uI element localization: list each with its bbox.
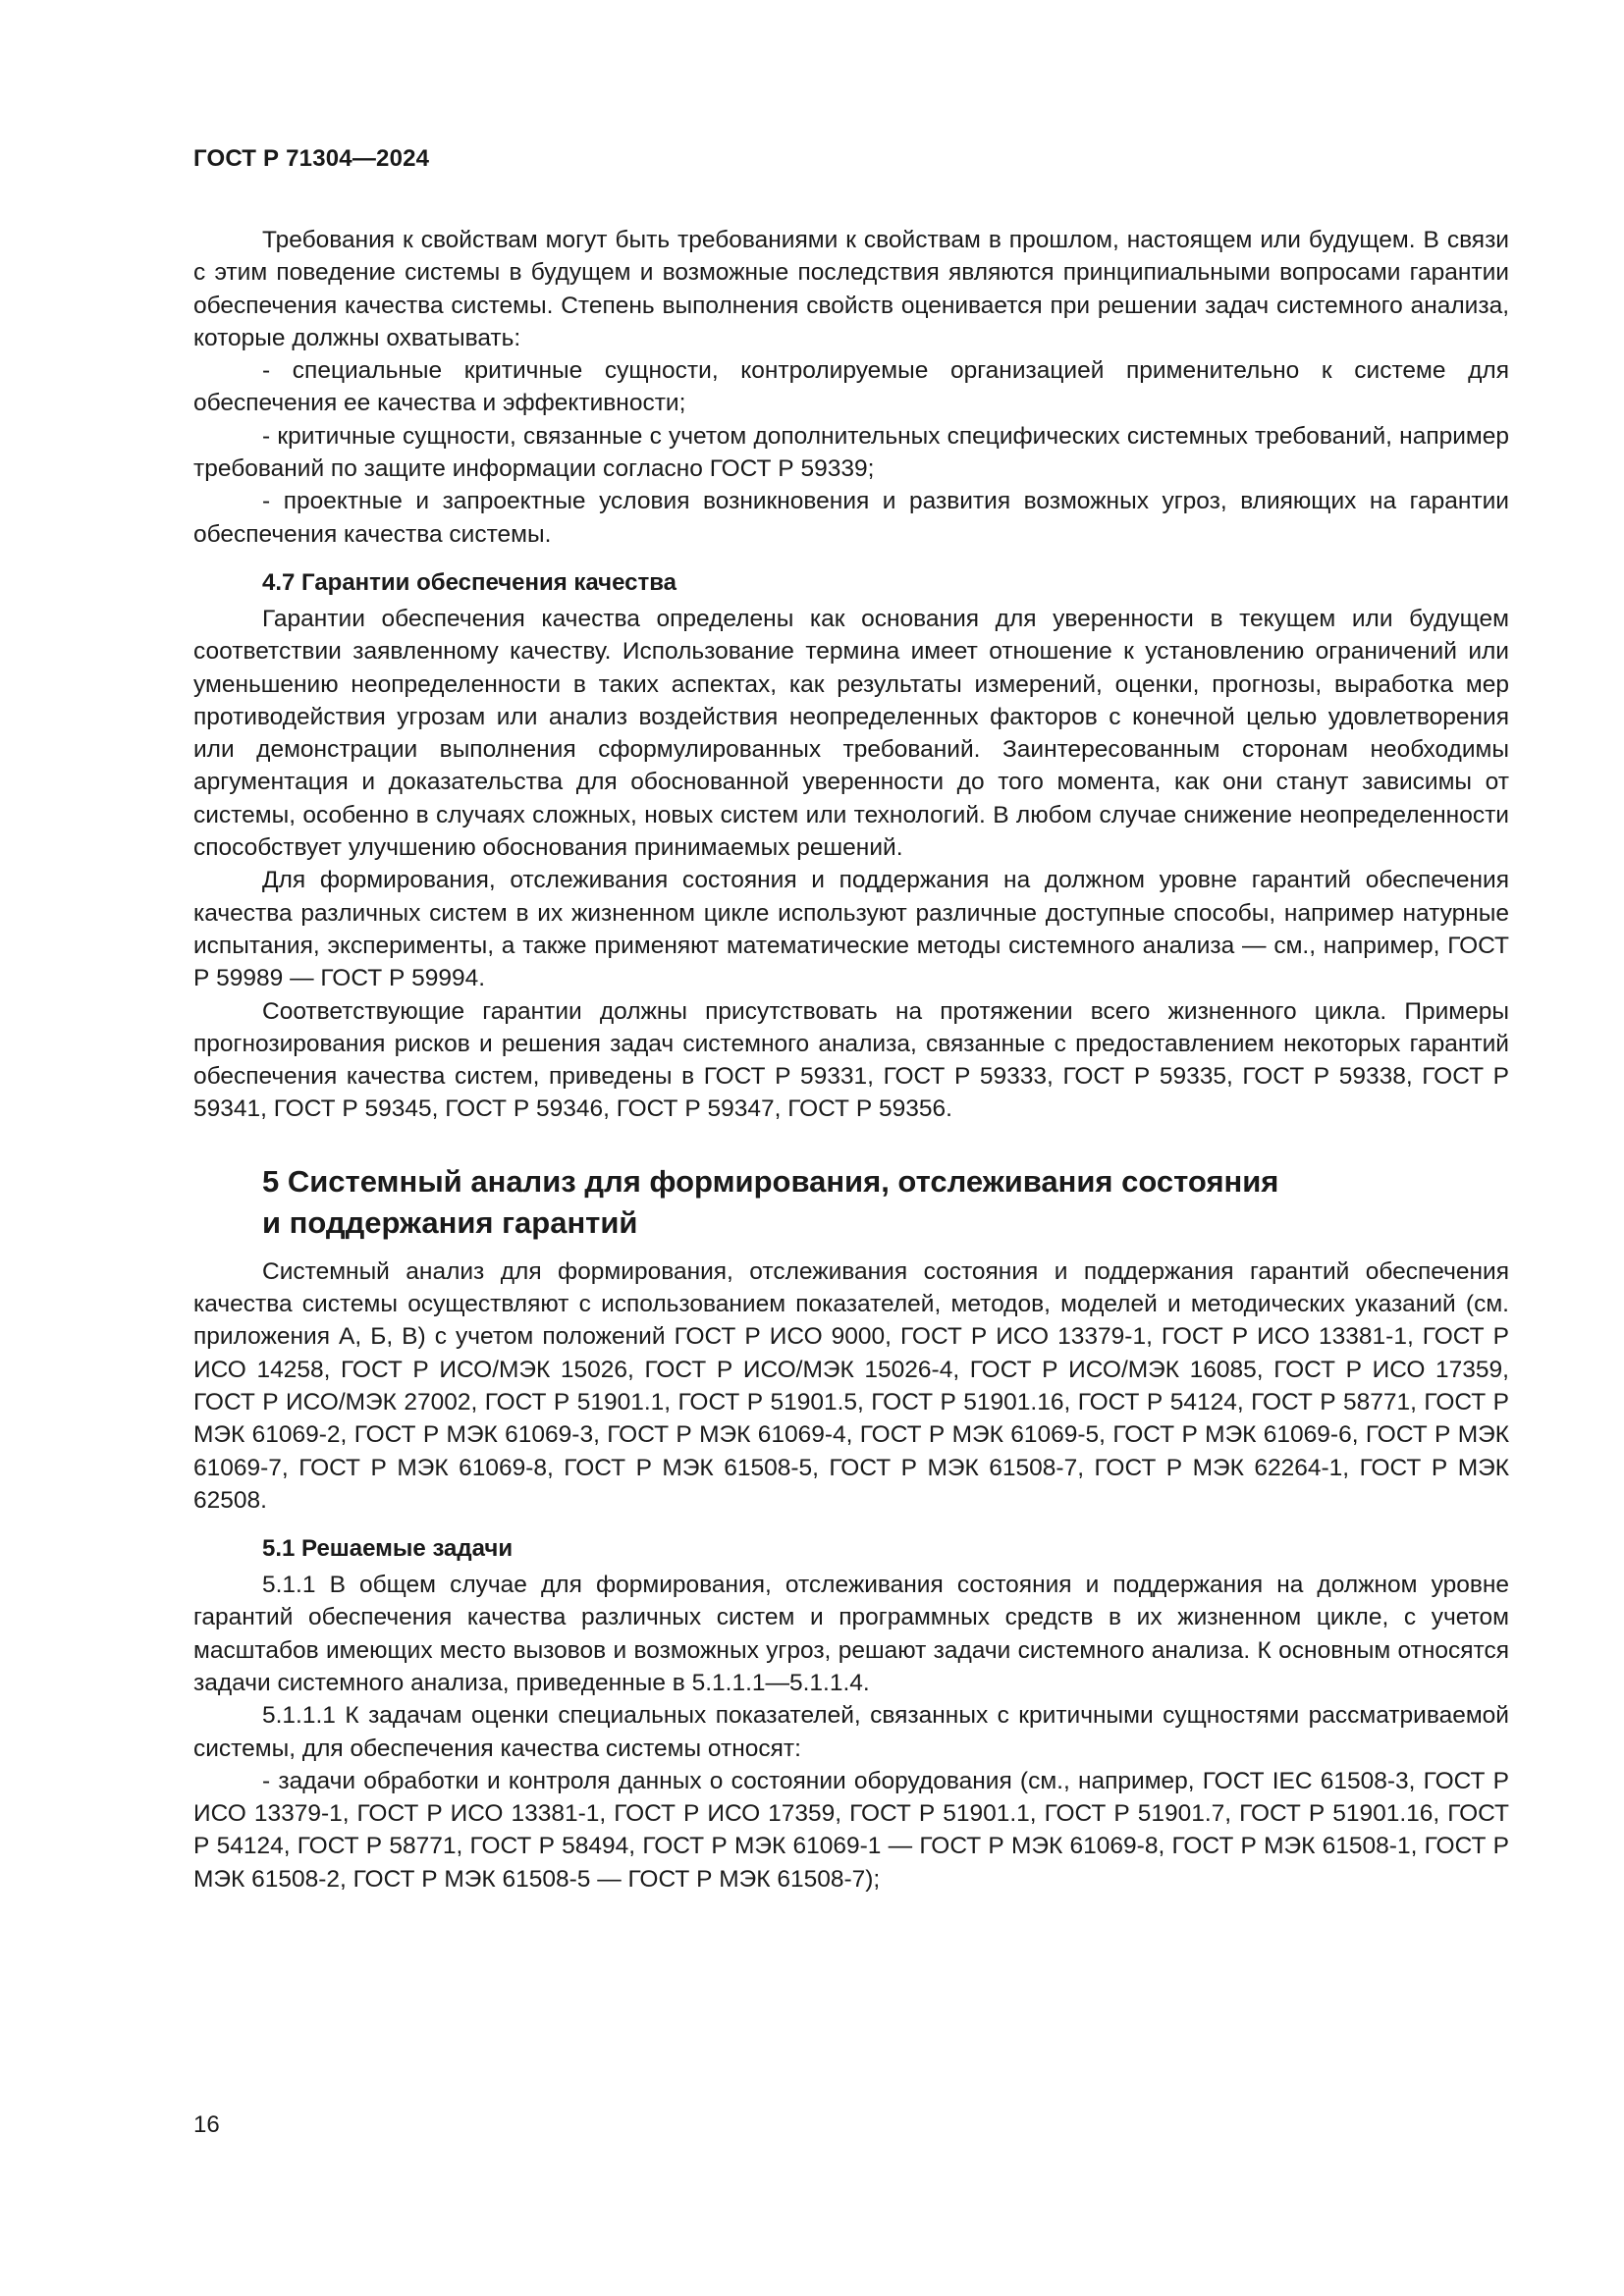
section-5-1-list-item: - задачи обработки и контроля данных о состоянии оборудования (см., например, ГОСТ IEC 61508-3, ГОСТ Р ИСО 13379-1, ГОСТ Р ИСО 13381-1, ГОСТ Р ИСО 17359, ГОСТ Р 51901.1, ГОСТ Р 51901.7, ГОСТ Р 51901.16, ГОСТ Р 54124, ГОСТ Р 58771, ГОСТ Р 58494, ГОСТ Р МЭК 61069-1 — ГОСТ Р МЭК 61069-8, ГОСТ Р МЭК 61508-1, ГОСТ Р МЭК 61508-2, ГОСТ Р МЭК 61508-5 — ГОСТ Р МЭК 61508-7);: [193, 1767, 1509, 1893]
page-number: 16: [193, 2111, 220, 2138]
section-4-7-heading: 4.7 Гарантии обеспечения качества: [262, 568, 677, 596]
page-content: [193, 224, 1509, 1896]
section-5-1-heading: 5.1 Решаемые задачи: [262, 1535, 514, 1563]
intro-list-item: - специальные критичные сущности, контролируемые организацией применительно к системе для обеспечения ее качества и эффективности;: [193, 357, 1509, 417]
intro-paragraph: Требования к свойствам могут быть требованиями к свойствам в прошлом, настоящем или будущем. В связи с этим поведение системы в будущем и возможные последствия являются принципиальными вопросами гарантии обеспечения качества системы. Степень выполнения свойств оценивается при решении задач системного анализа, которые должны охватывать:: [193, 227, 1509, 351]
section-5-heading: [193, 1161, 1509, 1244]
section-5-1-paragraph: 5.1.1.1 К задачам оценки специальных показателей, связанных с критичными сущностями рассматриваемой системы, для обеспечения качества системы относят:: [193, 1702, 1509, 1762]
document-header: ГОСТ Р 71304—2024: [193, 145, 430, 172]
section-4-7-paragraph: Для формирования, отслеживания состояния и поддержания на должном уровне гарантий обеспечения качества различных систем в их жизненном цикле используют различные доступные способы, например натурные испытания, эксперименты, а также применяют математические методы системного анализа — см., например, ГОСТ Р 59989 — ГОСТ Р 59994.: [193, 867, 1509, 992]
section-5-1-paragraph: 5.1.1 В общем случае для формирования, отслеживания состояния и поддержания на должном уровне гарантий обеспечения качества различных систем и программных средств в их жизненном цикле, с учетом масштабов имеющих место вызовов и возможных угроз, решают задачи системного анализа. К основным относятся задачи системного анализа, приведенные в 5.1.1.1—5.1.1.4.: [193, 1572, 1509, 1696]
intro-list-item: - критичные сущности, связанные с учетом дополнительных специфических системных требований, например требований по защите информации согласно ГОСТ Р 59339;: [193, 422, 1509, 483]
section-4-7-paragraph: Соответствующие гарантии должны присутствовать на протяжении всего жизненного цикла. Примеры прогнозирования рисков и решения задач системного анализа, связанные с предоставлением некоторых гарантий обеспечения качества систем, приведены в ГОСТ Р 59331, ГОСТ Р 59333, ГОСТ Р 59335, ГОСТ Р 59338, ГОСТ Р 59341, ГОСТ Р 59345, ГОСТ Р 59346, ГОСТ Р 59347, ГОСТ Р 59356.: [193, 997, 1509, 1123]
section-4-7-paragraph: Гарантии обеспечения качества определены как основания для уверенности в текущем или будущем соответствии заявленному качеству. Использование термина имеет отношение к установлению ограничений или уменьшению неопределенности в таких аспектах, как результаты измерений, оценки, прогнозы, выработка мер противодействия угрозам или анализ воздействия неопределенных факторов с конечной целью удовлетворения или демонстрации выполнения сформулированных требований. Заинтересованным сторонам необходимы аргументация и доказательства для обоснованной уверенности до того момента, как они станут зависимы от системы, особенно в случаях сложных, новых систем или технологий. В любом случае снижение неопределенности способствует улучшению обоснования принимаемых решений.: [193, 605, 1509, 862]
section-5-paragraph: Системный анализ для формирования, отслеживания состояния и поддержания гарантий обеспечения качества системы осуществляют с использованием показателей, методов, моделей и методических указаний (см. приложения А, Б, В) с учетом положений ГОСТ Р ИСО 9000, ГОСТ Р ИСО 13379-1, ГОСТ Р ИСО 13381-1, ГОСТ Р ИСО 14258, ГОСТ Р ИСО/МЭК 15026, ГОСТ Р ИСО/МЭК 15026-4, ГОСТ Р ИСО/МЭК 16085, ГОСТ Р ИСО 17359, ГОСТ Р ИСО/МЭК 27002, ГОСТ Р 51901.1, ГОСТ Р 51901.5, ГОСТ Р 51901.16, ГОСТ Р 54124, ГОСТ Р 58771, ГОСТ Р МЭК 61069-2, ГОСТ Р МЭК 61069-3, ГОСТ Р МЭК 61069-4, ГОСТ Р МЭК 61069-5, ГОСТ Р МЭК 61069-6, ГОСТ Р МЭК 61069-7, ГОСТ Р МЭК 61069-8, ГОСТ Р МЭК 61508-5, ГОСТ Р МЭК 61508-7, ГОСТ Р МЭК 62264-1, ГОСТ Р МЭК 62508.: [193, 1257, 1509, 1514]
section-5-heading-line2: и поддержания гарантий: [262, 1204, 638, 1240]
intro-list-item: - проектные и запроектные условия возникновения и развития возможных угроз, влияющих на гарантии обеспечения качества системы.: [193, 488, 1509, 548]
section-5-heading-line1: 5 Системный анализ для формирования, отслеживания состояния: [262, 1163, 1279, 1199]
